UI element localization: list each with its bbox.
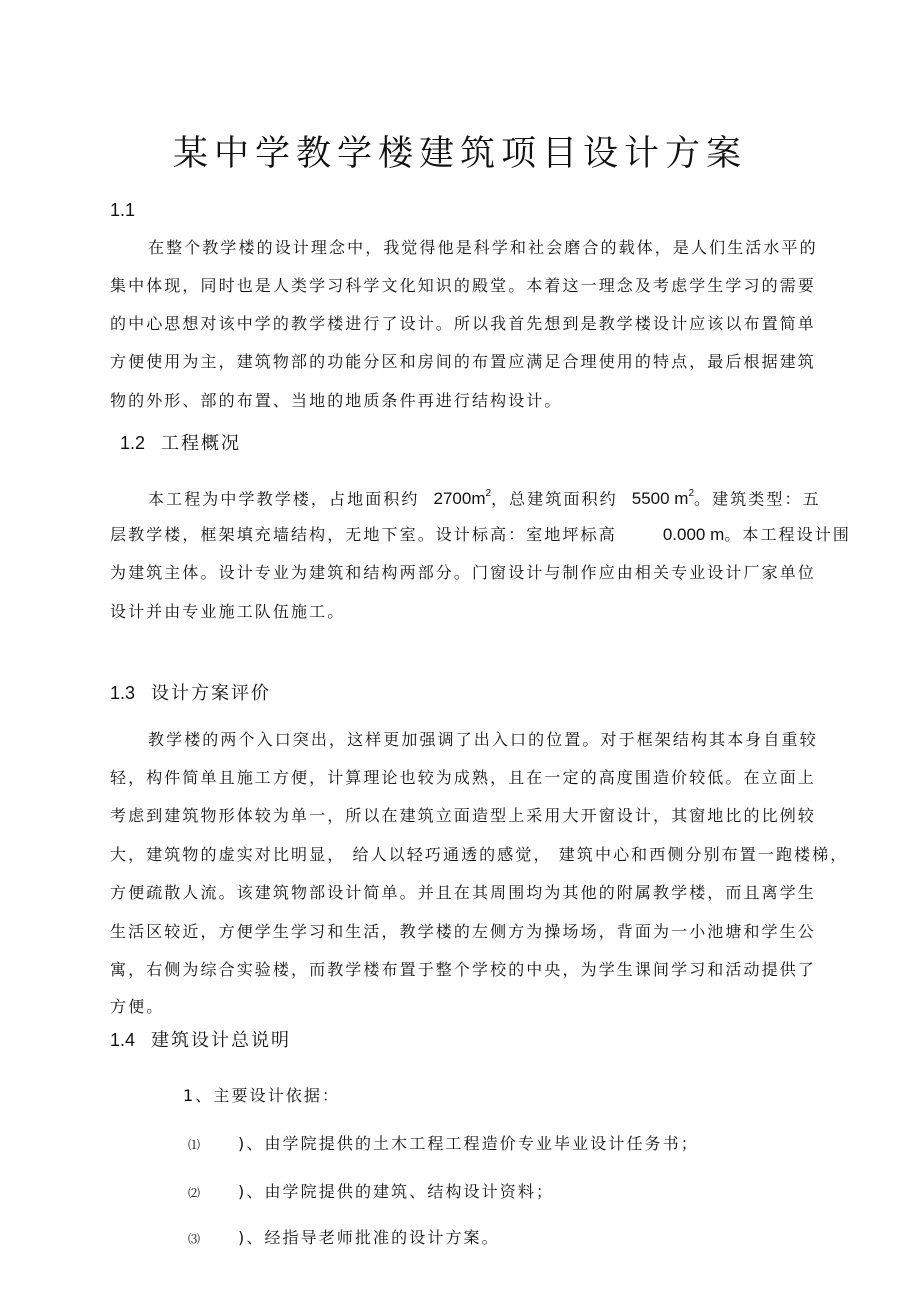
list-text: )、由学院提供的土木工程工程造价专业毕业设计任务书； xyxy=(238,1134,699,1153)
subheading: 1、主要设计依据： xyxy=(183,1086,341,1105)
section-title: 建筑设计总说明 xyxy=(151,1030,292,1051)
text: 本工程为中学教学楼，占地面积约 xyxy=(148,489,420,509)
paragraph-line xyxy=(110,524,851,546)
superscript: 2 xyxy=(485,488,492,499)
list-marker: ⑵ xyxy=(188,1186,200,1200)
area-value: 2700m xyxy=(433,489,486,509)
text: 层教学楼，框架填充墙结构，无地下室。设计标高：室地坪标高 xyxy=(110,525,617,544)
superscript: 2 xyxy=(688,488,695,499)
list-text: )、经指导老师批准的设计方案。 xyxy=(238,1228,500,1247)
paragraph-line: 在整个教学楼的设计理念中，我觉得他是科学和社会磨合的载体，是人们生活水平的 xyxy=(148,238,818,257)
section-number: 1.2 xyxy=(120,433,146,453)
paragraph-line: 教学楼的两个入口突出，这样更加强调了出入口的位置。对于框架结构其本身自重较 xyxy=(148,730,818,749)
paragraph-line: 集中体现，同时也是人类学习科学文化知识的殿堂。本着这一理念及考虑学生学习的需要 xyxy=(110,276,816,295)
list-marker: ⑴ xyxy=(188,1138,200,1152)
section-title: 设计方案评价 xyxy=(151,683,272,704)
section-1-3-heading xyxy=(110,681,271,706)
paragraph-line: 生活区较近，方便学生学习和生活，教学楼的左侧方为操场场，背面为一小池塘和学生公 xyxy=(110,922,816,941)
text: ，总建筑面积约 xyxy=(491,489,618,509)
elevation-value: 0.000 m xyxy=(662,525,725,544)
list-item xyxy=(188,1227,500,1250)
paragraph-line: 轻，构件简单且施工方便，计算理论也较为成熟，且在一定的高度围造价较低。在立面上 xyxy=(110,768,816,787)
paragraph-line: 设计并由专业施工队伍施工。 xyxy=(110,602,346,621)
paragraph-line: 的中心思想对该中学的教学楼进行了设计。所以我首先想到是教学楼设计应该以布置简单 xyxy=(110,314,816,333)
paragraph-line: 为建筑主体。设计专业为建筑和结构两部分。门窗设计与制作应由相关专业设计厂家单位 xyxy=(110,563,816,582)
paragraph-line: 方便疏散人流。该建筑物部设计简单。并且在其周围均为其他的附属教学楼，而且离学生 xyxy=(110,883,816,902)
paragraph-line xyxy=(148,485,821,510)
page-title: 某中学教学楼建筑项目设计方案 xyxy=(172,134,747,174)
text: 。建筑类型：五 xyxy=(694,489,821,509)
list-text: )、由学院提供的建筑、结构设计资料； xyxy=(238,1182,555,1201)
list-marker: ⑶ xyxy=(188,1232,200,1246)
paragraph-line: 方便。 xyxy=(110,997,165,1016)
section-number: 1.1 xyxy=(110,200,136,220)
area-value: 5500 m xyxy=(631,489,689,509)
section-1-2-heading xyxy=(120,431,241,456)
paragraph-line: 方便使用为主，建筑物部的功能分区和房间的布置应满足合理使用的特点，最后根据建筑 xyxy=(110,352,816,371)
section-title: 工程概况 xyxy=(161,433,242,454)
section-number: 1.4 xyxy=(110,1030,136,1050)
list-item xyxy=(188,1133,699,1156)
text: 。本工程设计围 xyxy=(724,525,851,544)
paragraph-line: 考虑到建筑物形体较为单一，所以在建筑立面造型上采用大开窗设计，其窗地比的比例较 xyxy=(110,806,816,825)
section-1-1-heading xyxy=(110,198,151,223)
section-number: 1.3 xyxy=(110,683,136,703)
section-1-4-heading xyxy=(110,1028,291,1053)
paragraph-line: 寓，右侧为综合实验楼，而教学楼布置于整个学校的中央，为学生课间学习和活动提供了 xyxy=(110,960,816,979)
paragraph-line: 物的外形、部的布置、当地的地质条件再进行结构设计。 xyxy=(110,391,563,410)
list-item xyxy=(188,1181,554,1204)
paragraph-line: 大，建筑物的虚实对比明显， 给人以轻巧通透的感觉， 建筑中心和西侧分别布置一跑楼梯， xyxy=(110,845,849,864)
